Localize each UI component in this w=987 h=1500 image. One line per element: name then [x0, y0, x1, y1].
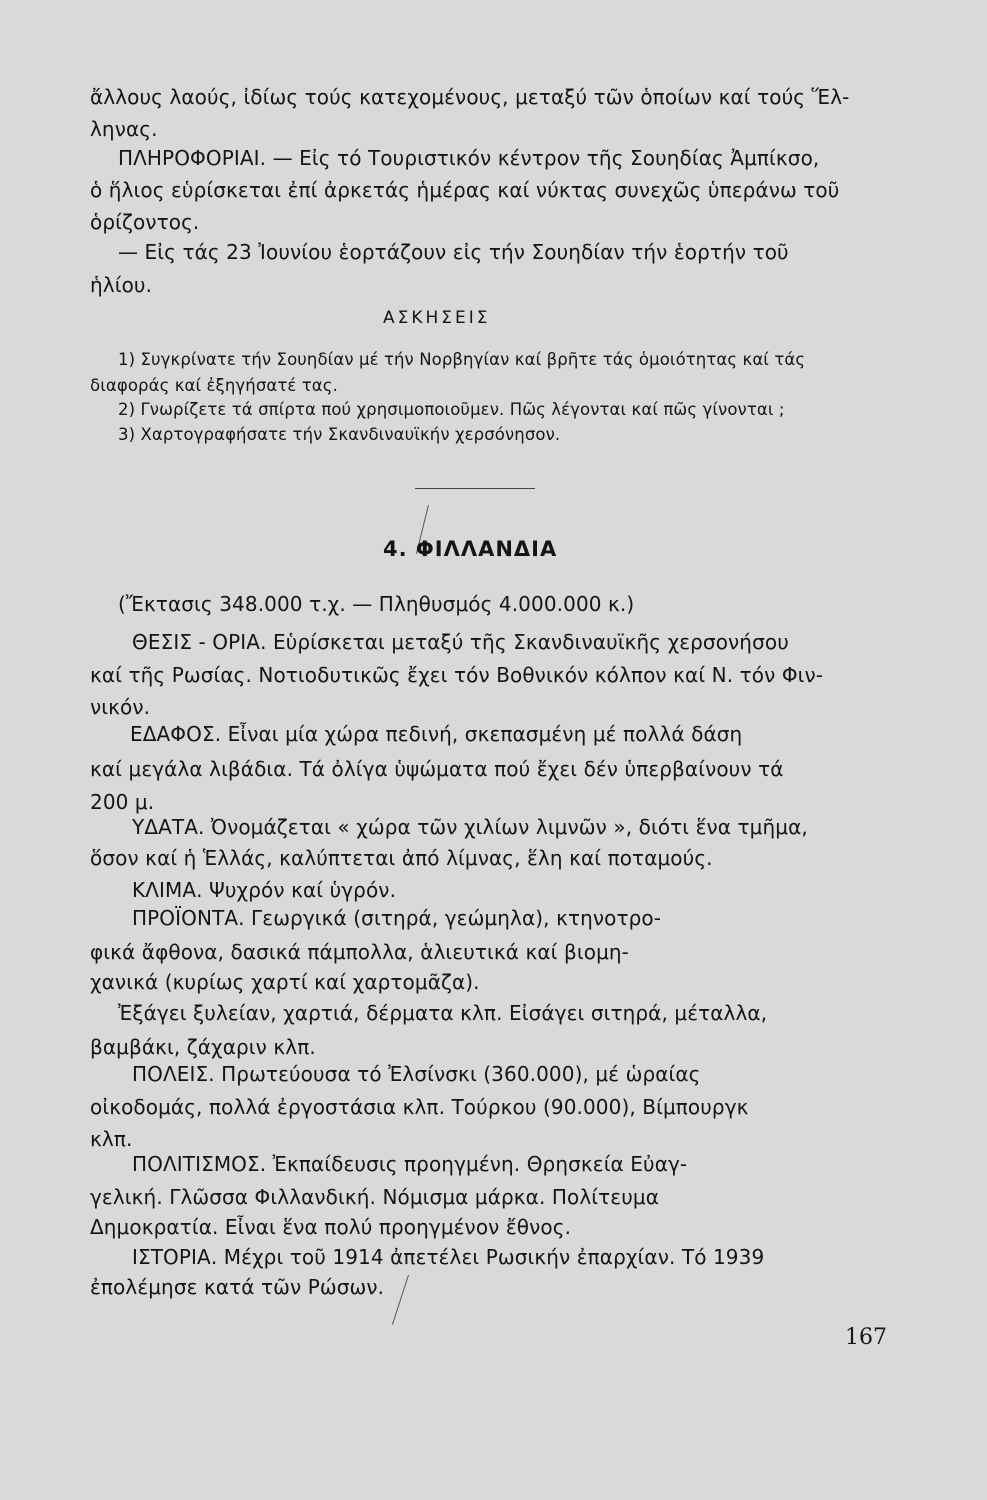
text-line: ΥΔΑΤΑ. Ὀνομάζεται « χώρα τῶν χιλίων λιμνῶν », διότι ἕνα τμῆμα, — [132, 815, 808, 839]
text-line: ἐπολέμησε κατά τῶν Ρώσων. — [90, 1275, 385, 1299]
text-line: ΠΡΟΪΟΝΤΑ. Γεωργικά (σιτηρά, γεώμηλα), κτηνοτρο- — [132, 906, 662, 930]
exercise-line: 3) Χαρτογραφήσατε τήν Σκανδιναυϊκήν χερσόνησον. — [118, 425, 561, 444]
text-line: χανικά (κυρίως χαρτί καί χαρτομᾶζα). — [90, 970, 480, 994]
text-line: βαμβάκι, ζάχαριν κλπ. — [90, 1035, 316, 1059]
text-line: καί μεγάλα λιβάδια. Τά ὀλίγα ὑψώματα πού ἔχει δέν ὑπερβαίνουν τά — [90, 757, 784, 781]
text-line: Ἐξάγει ξυλείαν, χαρτιά, δέρματα κλπ. Εἰσάγει σιτηρά, μέταλλα, — [118, 1001, 768, 1025]
text-line: (Ἔκτασις 348.000 τ.χ. — Πληθυσμός 4.000.000 κ.) — [118, 592, 635, 616]
text-line: ΠΟΛΙΤΙΣΜΟΣ. Ἐκπαίδευσις προηγμένη. Θρησκεία Εὐαγ- — [132, 1152, 688, 1176]
text-line: καί τῆς Ρωσίας. Νοτιοδυτικῶς ἔχει τόν Βοθνικόν κόλπον καί Ν. τόν Φιν- — [90, 663, 824, 687]
text-line: οἰκοδομάς, πολλά ἐργοστάσια κλπ. Τούρκου (90.000), Βίμπουργκ — [90, 1095, 749, 1119]
text-line: ΠΛΗΡΟΦΟΡΙΑΙ. — Εἰς τό Τουριστικόν κέντρον τῆς Σουηδίας Ἀμπίκσο, — [118, 146, 820, 170]
text-line: ΕΔΑΦΟΣ. Εἶναι μία χώρα πεδινή, σκεπασμένη μέ πολλά δάση — [130, 722, 743, 746]
exercise-line: 2) Γνωρίζετε τά σπίρτα πού χρησιμοποιοῦμεν. Πῶς λέγονται καί πῶς γίνονται ; — [118, 400, 785, 419]
divider-rule — [415, 488, 535, 489]
text-line: Δημοκρατία. Εἶναι ἕνα πολύ προηγμένον ἔθνος. — [90, 1215, 572, 1239]
exercises-heading: ΑΣΚΗΣΕΙΣ — [383, 308, 491, 328]
pencil-mark — [392, 1275, 409, 1325]
text-line: ὁρίζοντος. — [90, 210, 200, 234]
text-line: — Εἰς τάς 23 Ἰουνίου ἑορτάζουν εἰς τήν Σουηδίαν τήν ἑορτήν τοῦ — [118, 240, 789, 264]
text-line: ἄλλους λαούς, ἰδίως τούς κατεχομένους, μεταξύ τῶν ὁποίων καί τούς Ἕλ- — [90, 85, 850, 109]
text-line: 200 μ. — [90, 790, 155, 814]
text-line: ἡλίου. — [90, 273, 153, 297]
text-line: φικά ἄφθονα, δασικά πάμπολλα, ἁλιευτικά καί βιομη- — [90, 940, 629, 964]
text-line: νικόν. — [90, 695, 151, 719]
text-line: ΙΣΤΟΡΙΑ. Μέχρι τοῦ 1914 ἀπετέλει Ρωσικήν ἐπαρχίαν. Τό 1939 — [132, 1245, 765, 1269]
exercise-line: διαφοράς καί ἐξηγήσατέ τας. — [90, 376, 338, 395]
exercise-line: 1) Συγκρίνατε τήν Σουηδίαν μέ τήν Νορβηγίαν καί βρῆτε τάς ὁμοιότητας καί τάς — [118, 350, 806, 369]
text-line: ληνας. — [90, 117, 158, 141]
text-line: ὁ ἥλιος εὑρίσκεται ἐπί ἀρκετάς ἡμέρας καί νύκτας συνεχῶς ὑπεράνω τοῦ — [90, 178, 840, 202]
text-line: ὅσον καί ἡ Ἑλλάς, καλύπτεται ἀπό λίμνας, ἕλη καί ποταμούς. — [90, 846, 713, 870]
text-line: ΚΛΙΜΑ. Ψυχρόν καί ὑγρόν. — [132, 878, 397, 902]
text-line: ΘΕΣΙΣ - ΟΡΙΑ. Εὑρίσκεται μεταξύ τῆς Σκανδιναυϊκῆς χερσονήσου — [132, 630, 789, 654]
section-title: 4. ΦΙΛΛΑΝΔΙΑ — [383, 537, 558, 561]
text-line: ΠΟΛΕΙΣ. Πρωτεύουσα τό Ἐλσίνσκι (360.000), μέ ὡραίας — [132, 1062, 701, 1086]
text-line: γελική. Γλῶσσα Φιλλανδική. Νόμισμα μάρκα. Πολίτευμα — [90, 1185, 659, 1209]
text-line: κλπ. — [90, 1127, 133, 1151]
page-number: 167 — [845, 1325, 887, 1350]
